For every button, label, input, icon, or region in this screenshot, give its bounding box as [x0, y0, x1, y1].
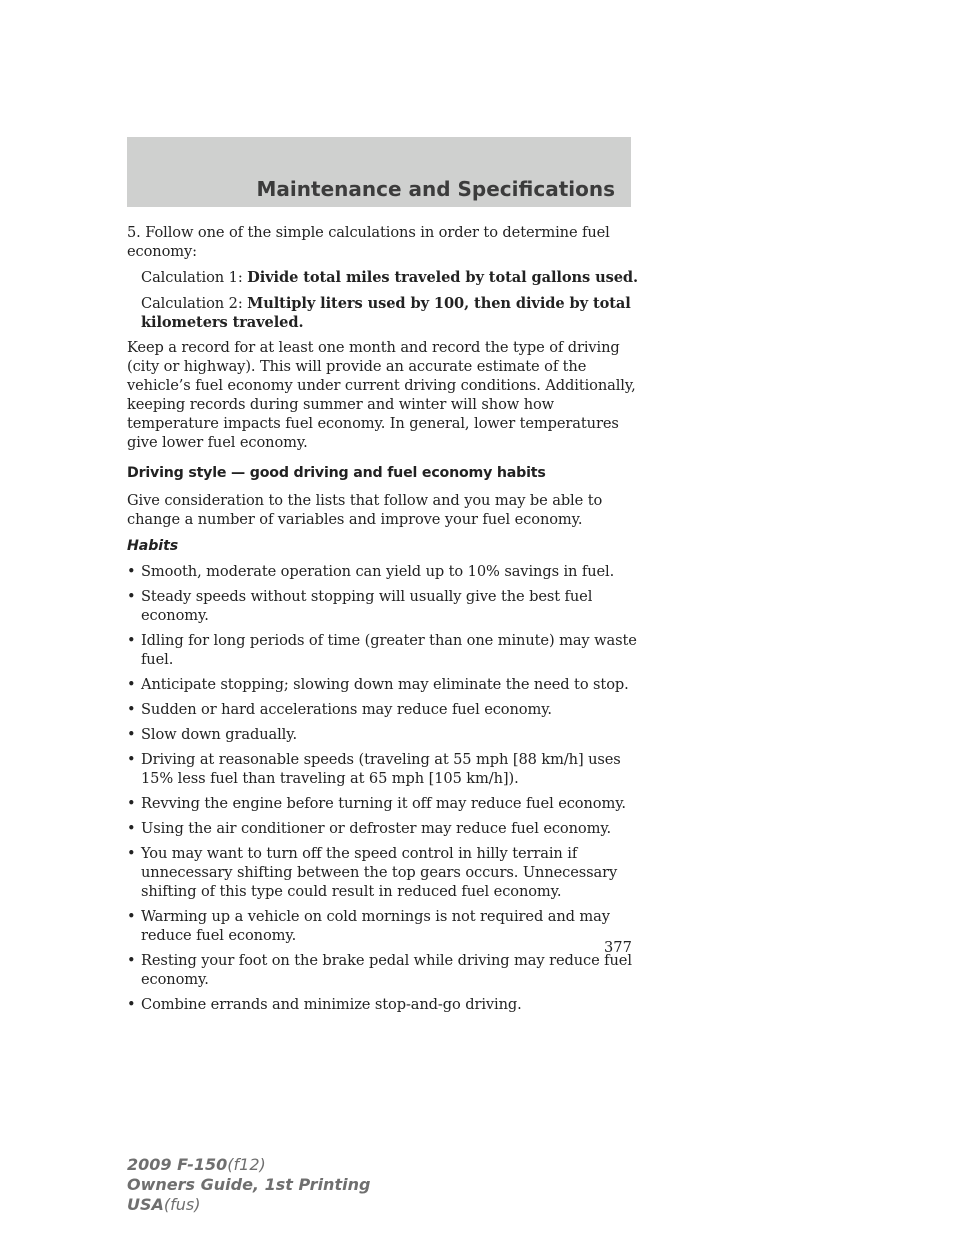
footer-line-3 [127, 1195, 370, 1215]
list-item [127, 995, 639, 1014]
bullet-icon: • [127, 795, 136, 812]
list-item [127, 794, 639, 813]
calculation-1 [127, 268, 639, 287]
footer-model-code: (f12) [227, 1155, 266, 1174]
footer-region: USA [127, 1195, 164, 1214]
list-item-text: Warming up a vehicle on cold mornings is not required and may reduce fuel economy. [141, 908, 610, 944]
bullet-icon: • [127, 676, 136, 693]
list-item [127, 700, 639, 719]
header-band [127, 137, 631, 207]
calculation-2-label: Calculation 2: [141, 295, 248, 312]
section-heading: Driving style — good driving and fuel economy habits [127, 465, 546, 481]
list-item-text: Resting your foot on the brake pedal while driving may reduce fuel economy. [141, 952, 632, 988]
list-item [127, 819, 639, 838]
bullet-icon: • [127, 588, 136, 605]
list-item-text: Driving at reasonable speeds (traveling at 55 mph [88 km/h] uses 15% less fuel than traveling at 65 mph [105 km/h]). [141, 751, 621, 787]
step-instruction: 5. Follow one of the simple calculations in order to determine fuel economy: [127, 224, 610, 260]
calculation-2-line [141, 294, 639, 313]
habits-list [127, 562, 639, 1014]
list-item-text: Sudden or hard accelerations may reduce fuel economy. [141, 701, 552, 718]
bullet-icon: • [127, 845, 136, 862]
calculation-2-text-line1: Multiply liters used by 100, then divide by total [247, 295, 631, 312]
print-footer [127, 1155, 370, 1215]
habits-heading: Habits [127, 538, 179, 554]
list-item [127, 907, 639, 945]
bullet-icon: • [127, 820, 136, 837]
footer-line-2 [127, 1175, 370, 1195]
list-item [127, 631, 639, 669]
list-item [127, 725, 639, 744]
footer-edition: Owners Guide, 1st Printing [127, 1175, 371, 1194]
bullet-icon: • [127, 908, 136, 925]
list-item [127, 587, 639, 625]
list-item-text: Smooth, moderate operation can yield up to 10% savings in fuel. [141, 563, 615, 580]
calculation-1-label: Calculation 1: [141, 269, 248, 286]
list-item [127, 675, 639, 694]
footer-line-1 [127, 1155, 370, 1175]
bullet-icon: • [127, 996, 136, 1013]
bullet-icon: • [127, 632, 136, 649]
list-item-text: Combine errands and minimize stop-and-go driving. [141, 996, 522, 1013]
calculation-2 [127, 294, 639, 332]
calculation-1-text: Divide total miles traveled by total gallons used. [247, 269, 638, 286]
list-item-text: You may want to turn off the speed control in hilly terrain if unnecessary shifting between the top gears occurs. Unnecessary shifting of this type could result in reduced fuel economy. [141, 845, 618, 900]
bullet-icon: • [127, 701, 136, 718]
list-item-text: Steady speeds without stopping will usually give the best fuel economy. [141, 588, 593, 624]
list-item [127, 562, 639, 581]
record-paragraph: Keep a record for at least one month and record the type of driving (city or highway). This will provide an accurate estimate of the vehicle’s fuel economy under current driving conditions. Additionally, keeping records during summer and winter will show how temperature impacts fuel economy. In general, lower temperatures give lower fuel economy. [127, 339, 636, 451]
list-item-text: Slow down gradually. [141, 726, 297, 743]
list-item-text: Revving the engine before turning it off may reduce fuel economy. [141, 795, 626, 812]
list-item-text: Anticipate stopping; slowing down may eliminate the need to stop. [141, 676, 629, 693]
bullet-icon: • [127, 726, 136, 743]
bullet-icon: • [127, 563, 136, 580]
page-number: 377 [604, 939, 632, 956]
list-item [127, 844, 639, 901]
bullet-icon: • [127, 751, 136, 768]
list-item-text: Using the air conditioner or defroster may reduce fuel economy. [141, 820, 612, 837]
list-item-text: Idling for long periods of time (greater than one minute) may waste fuel. [141, 632, 637, 668]
page-content [127, 223, 639, 1020]
list-item [127, 951, 639, 989]
page-title: Maintenance and Specifications [256, 177, 615, 201]
list-item [127, 750, 639, 788]
calculation-2-text-line2: kilometers traveled. [141, 314, 304, 331]
bullet-icon: • [127, 952, 136, 969]
section-paragraph: Give consideration to the lists that follow and you may be able to change a number of variables and improve your fuel economy. [127, 492, 603, 528]
footer-region-code: (fus) [163, 1195, 201, 1214]
footer-model: 2009 F-150 [127, 1155, 228, 1174]
